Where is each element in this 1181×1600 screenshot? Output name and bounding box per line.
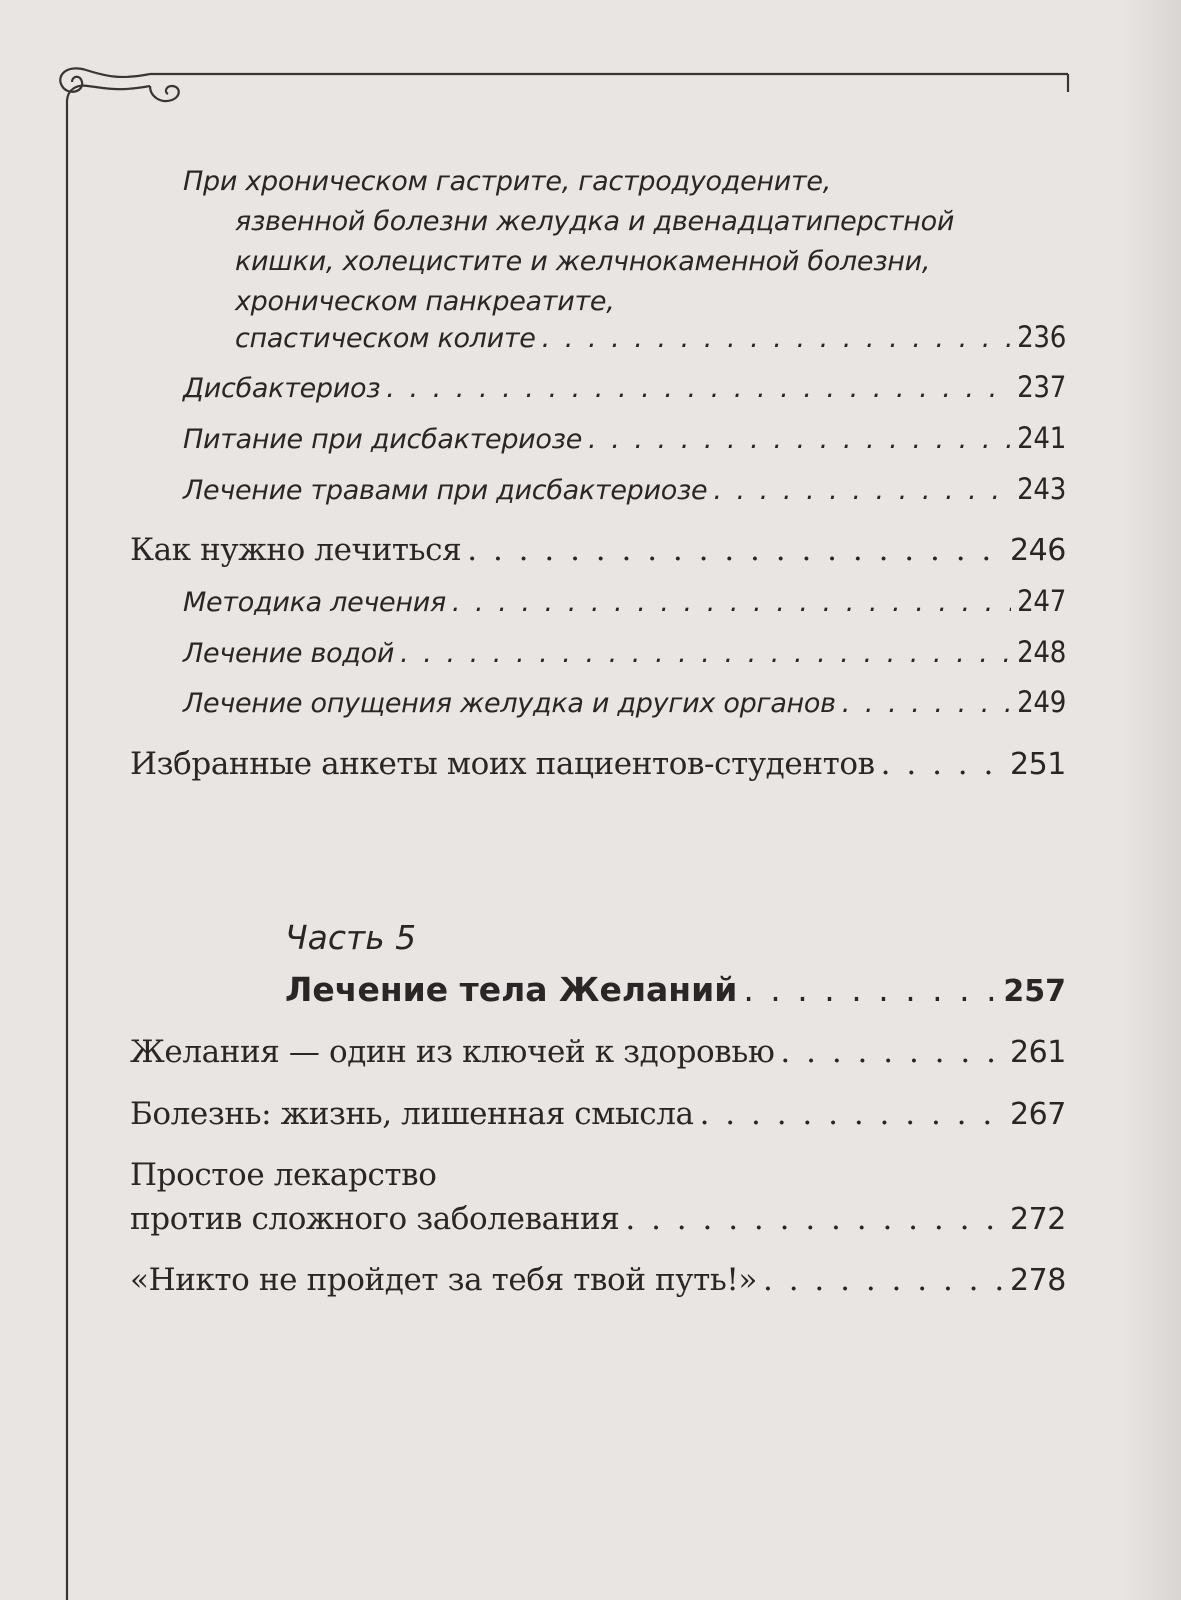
part-title: Лечение тела Желаний xyxy=(285,970,738,1009)
page-number: 248 xyxy=(1017,635,1066,669)
toc-entry-illness[interactable] xyxy=(130,1096,1066,1132)
page-number: 261 xyxy=(1009,1035,1066,1070)
toc-entry-prolapse[interactable] xyxy=(183,685,1066,719)
toc-entry-dysbacteriosis[interactable] xyxy=(183,370,1066,404)
toc-entry-text: «Никто не пройдет за тебя твой путь!» xyxy=(130,1262,757,1298)
toc-entry-dysbacteriosis-nutrition[interactable] xyxy=(183,421,1066,455)
toc-entry-text: спастическом колите xyxy=(235,323,536,354)
toc-entry-text: Методика лечения xyxy=(183,587,446,618)
dot-leader xyxy=(881,746,1004,782)
dot-leader xyxy=(542,323,1011,354)
dot-leader xyxy=(452,587,1011,618)
toc-entry-how-to-heal[interactable] xyxy=(130,532,1066,568)
toc-entry-gastritis xyxy=(183,162,954,322)
toc-entry-nobody[interactable] xyxy=(130,1262,1066,1298)
toc-entry-gastritis-line-4: хроническом панкреатите, xyxy=(235,286,615,317)
dot-leader xyxy=(400,638,1011,669)
dot-leader xyxy=(467,532,1004,568)
part-label: Часть 5 xyxy=(285,918,417,957)
page-number: 267 xyxy=(1009,1097,1066,1132)
toc-entry-text: Лечение опущения желудка и других органов xyxy=(183,688,836,719)
toc-entry-water[interactable] xyxy=(183,635,1066,669)
page-number: 251 xyxy=(1009,747,1066,782)
dot-leader xyxy=(763,1262,1004,1298)
page-number: 249 xyxy=(1017,685,1066,719)
toc-entry-text: Питание при дисбактериозе xyxy=(183,424,583,455)
page-number: 272 xyxy=(1009,1202,1066,1237)
toc-entry-gastritis-last[interactable] xyxy=(235,320,1066,354)
page-number: 247 xyxy=(1017,584,1066,618)
dot-leader xyxy=(780,1034,1004,1070)
toc-entry-gastritis-line-2: язвенной болезни желудка и двенадцатиперстной xyxy=(235,206,955,237)
toc-entry-part5-title[interactable] xyxy=(285,970,1066,1009)
toc-entry-text: Желания — один из ключей к здоровью xyxy=(130,1034,775,1070)
toc-entry-desires[interactable] xyxy=(130,1034,1066,1070)
toc-entry-text: Как нужно лечиться xyxy=(130,532,462,568)
toc-entry-simple-medicine[interactable] xyxy=(130,1201,1066,1237)
toc-entry-text: Лечение водой xyxy=(183,638,395,669)
dot-leader xyxy=(842,688,1011,719)
page-number: 257 xyxy=(1003,974,1066,1009)
dot-leader xyxy=(625,1201,1004,1237)
page-number: 237 xyxy=(1017,370,1066,404)
toc-entry-text: Избранные анкеты моих пациентов-студентов xyxy=(130,746,875,782)
toc-entry-gastritis-line-3: кишки, холецистите и желчнокаменной болезни, xyxy=(235,246,931,277)
toc-entry-method[interactable] xyxy=(183,584,1066,618)
toc-entry-surveys[interactable] xyxy=(130,746,1066,782)
dot-leader xyxy=(713,475,1011,506)
toc-entry-text: Дисбактериоз xyxy=(183,373,381,404)
toc-entry-gastritis-line-1: При хроническом гастрите, гастродуодените, xyxy=(183,166,832,197)
page-number: 243 xyxy=(1017,472,1066,506)
dot-leader xyxy=(743,970,997,1009)
page-number: 246 xyxy=(1009,533,1066,568)
toc-entry-text: против сложного заболевания xyxy=(130,1201,620,1237)
dot-leader xyxy=(700,1096,1004,1132)
toc-entry-simple-medicine-line-1: Простое лекарство xyxy=(130,1157,437,1193)
dot-leader xyxy=(386,373,1011,404)
page-number: 278 xyxy=(1009,1263,1066,1298)
toc-entry-text: Болезнь: жизнь, лишенная смысла xyxy=(130,1096,694,1132)
page-number: 236 xyxy=(1017,320,1066,354)
toc-entry-dysbacteriosis-herbs[interactable] xyxy=(183,472,1066,506)
page-number: 241 xyxy=(1017,421,1066,455)
toc-entry-text: Лечение травами при дисбактериозе xyxy=(183,475,708,506)
dot-leader xyxy=(588,424,1011,455)
